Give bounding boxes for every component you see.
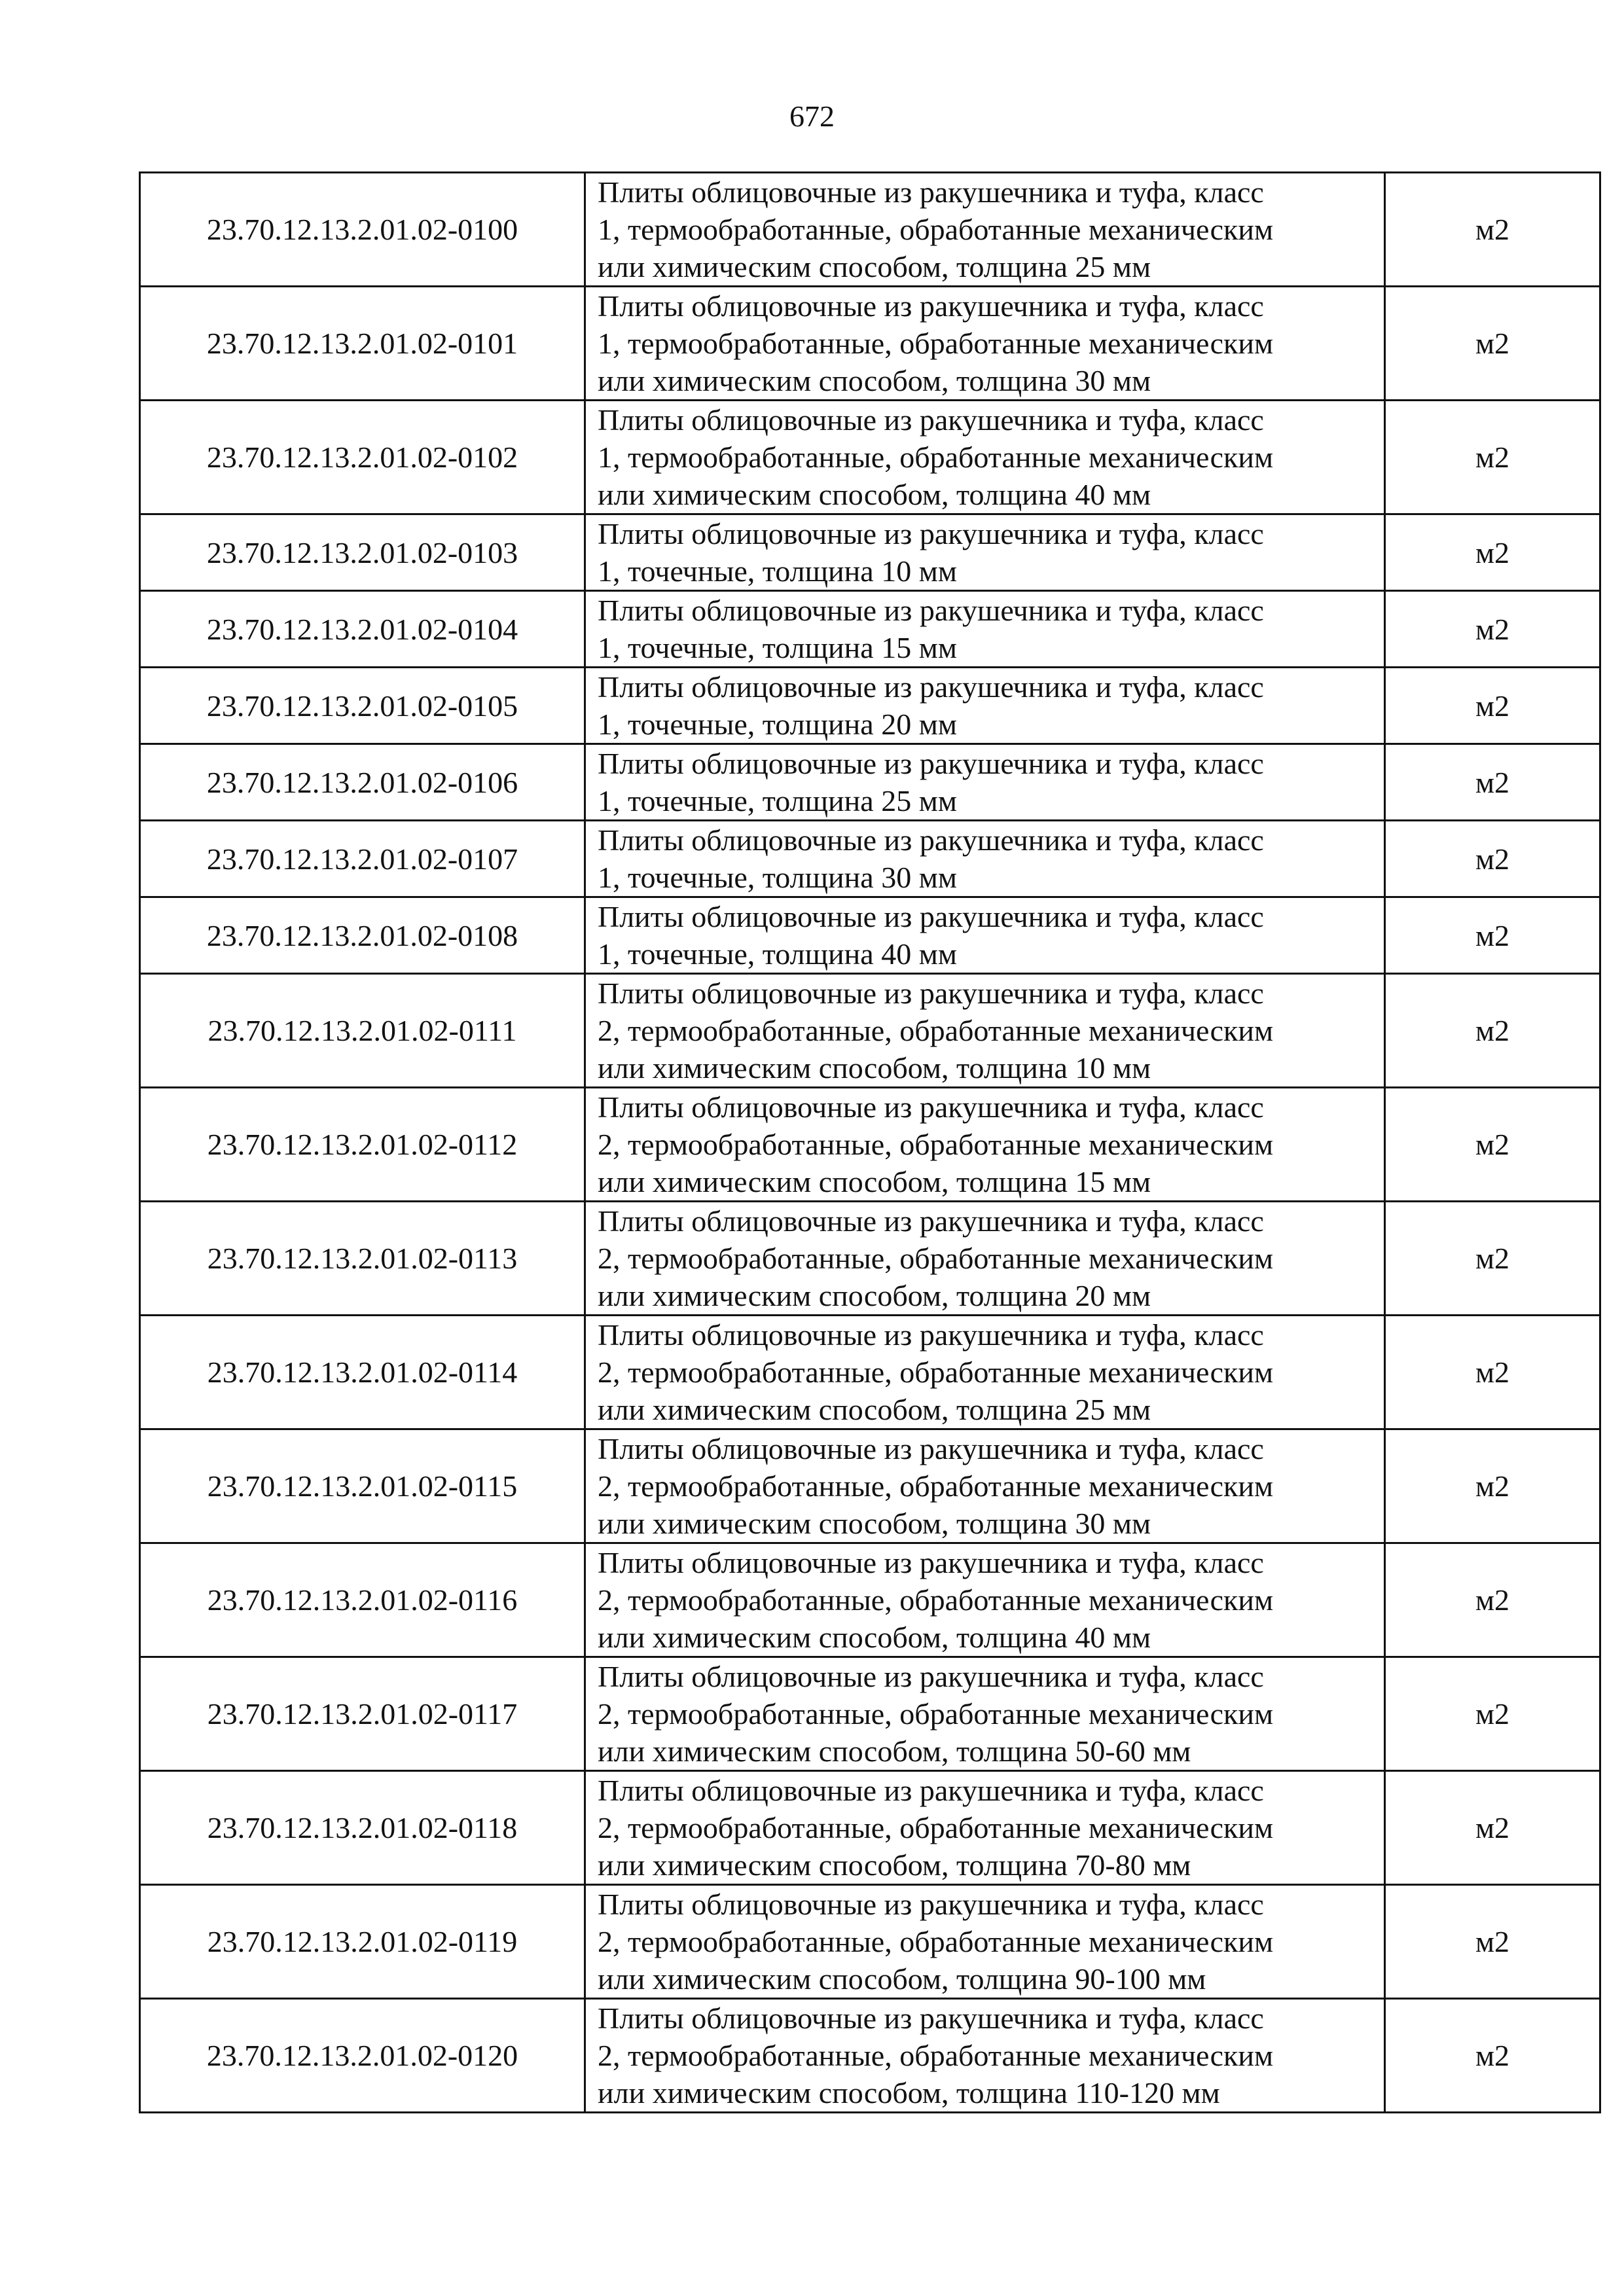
description-line: Плиты облицовочные из ракушечника и туфа, класс	[598, 1204, 1264, 1238]
table-row	[140, 974, 1600, 1088]
description-line: Плиты облицовочные из ракушечника и туфа, класс	[598, 594, 1264, 627]
item-description-cell	[585, 1316, 1385, 1429]
item-code-cell: 23.70.12.13.2.01.02-0104	[140, 591, 585, 668]
item-description-cell	[585, 1202, 1385, 1316]
description-line: или химическим способом, толщина 25 мм	[598, 250, 1151, 283]
description-line: Плиты облицовочные из ракушечника и туфа, класс	[598, 1774, 1264, 1807]
unit-cell: м2	[1385, 744, 1600, 821]
item-description-cell	[585, 1657, 1385, 1771]
description-line: или химическим способом, толщина 110-120 мм	[598, 2076, 1220, 2109]
item-code-cell: 23.70.12.13.2.01.02-0101	[140, 287, 585, 401]
description-line: или химическим способом, толщина 40 мм	[598, 478, 1151, 511]
item-description-cell	[585, 974, 1385, 1088]
item-code-cell: 23.70.12.13.2.01.02-0113	[140, 1202, 585, 1316]
description-line: 1, термообработанные, обработанные механическим	[598, 213, 1274, 246]
unit-cell: м2	[1385, 173, 1600, 287]
item-code-cell: 23.70.12.13.2.01.02-0112	[140, 1088, 585, 1202]
description-line: Плиты облицовочные из ракушечника и туфа, класс	[598, 747, 1264, 780]
item-code-cell: 23.70.12.13.2.01.02-0106	[140, 744, 585, 821]
description-line: 2, термообработанные, обработанные механическим	[598, 1925, 1274, 1958]
description-line: Плиты облицовочные из ракушечника и туфа, класс	[598, 1546, 1264, 1579]
table-row	[140, 897, 1600, 974]
description-line: Плиты облицовочные из ракушечника и туфа, класс	[598, 175, 1264, 209]
description-line: 2, термообработанные, обработанные механическим	[598, 1697, 1274, 1731]
description-line: Плиты облицовочные из ракушечника и туфа, класс	[598, 2001, 1264, 2035]
description-line: Плиты облицовочные из ракушечника и туфа, класс	[598, 977, 1264, 1010]
description-line: или химическим способом, толщина 30 мм	[598, 364, 1151, 397]
unit-cell: м2	[1385, 1999, 1600, 2113]
table-row	[140, 401, 1600, 514]
unit-cell: м2	[1385, 1088, 1600, 1202]
table-row	[140, 1999, 1600, 2113]
description-line: 1, термообработанные, обработанные механическим	[598, 440, 1274, 474]
unit-cell: м2	[1385, 287, 1600, 401]
unit-cell: м2	[1385, 1316, 1600, 1429]
description-line: 2, термообработанные, обработанные механическим	[598, 1469, 1274, 1503]
unit-cell: м2	[1385, 821, 1600, 897]
description-line: 2, термообработанные, обработанные механическим	[598, 1583, 1274, 1617]
item-description-cell	[585, 173, 1385, 287]
description-line: или химическим способом, толщина 40 мм	[598, 1621, 1151, 1654]
unit-cell: м2	[1385, 591, 1600, 668]
item-description-cell	[585, 1429, 1385, 1543]
unit-cell: м2	[1385, 668, 1600, 744]
item-code-cell: 23.70.12.13.2.01.02-0120	[140, 1999, 585, 2113]
item-description-cell	[585, 897, 1385, 974]
description-line: 2, термообработанные, обработанные механическим	[598, 1242, 1274, 1275]
materials-table	[139, 171, 1601, 2113]
item-description-cell	[585, 514, 1385, 591]
item-description-cell	[585, 1088, 1385, 1202]
page-number: 672	[789, 99, 835, 133]
description-line: 2, термообработанные, обработанные механическим	[598, 1811, 1274, 1844]
item-code-cell: 23.70.12.13.2.01.02-0114	[140, 1316, 585, 1429]
table-row	[140, 1316, 1600, 1429]
description-line: Плиты облицовочные из ракушечника и туфа, класс	[598, 289, 1264, 323]
description-line: 2, термообработанные, обработанные механическим	[598, 1355, 1274, 1389]
description-line: 1, точечные, толщина 20 мм	[598, 708, 957, 741]
description-line: Плиты облицовочные из ракушечника и туфа, класс	[598, 1318, 1264, 1352]
item-code-cell: 23.70.12.13.2.01.02-0111	[140, 974, 585, 1088]
item-code-cell: 23.70.12.13.2.01.02-0117	[140, 1657, 585, 1771]
description-line: Плиты облицовочные из ракушечника и туфа, класс	[598, 403, 1264, 437]
description-line: или химическим способом, толщина 20 мм	[598, 1279, 1151, 1312]
table-row	[140, 514, 1600, 591]
description-line: 2, термообработанные, обработанные механическим	[598, 2039, 1274, 2072]
description-line: Плиты облицовочные из ракушечника и туфа, класс	[598, 1090, 1264, 1124]
item-code-cell: 23.70.12.13.2.01.02-0116	[140, 1543, 585, 1657]
description-line: или химическим способом, толщина 30 мм	[598, 1507, 1151, 1540]
description-line: 1, точечные, толщина 30 мм	[598, 861, 957, 894]
unit-cell: м2	[1385, 974, 1600, 1088]
item-description-cell	[585, 401, 1385, 514]
item-description-cell	[585, 1885, 1385, 1999]
description-line: 1, точечные, толщина 15 мм	[598, 631, 957, 664]
description-line: 1, термообработанные, обработанные механическим	[598, 327, 1274, 360]
unit-cell: м2	[1385, 514, 1600, 591]
description-line: или химическим способом, толщина 10 мм	[598, 1051, 1151, 1085]
table-row	[140, 1088, 1600, 1202]
item-code-cell: 23.70.12.13.2.01.02-0108	[140, 897, 585, 974]
description-line: Плиты облицовочные из ракушечника и туфа, класс	[598, 900, 1264, 933]
item-code-cell: 23.70.12.13.2.01.02-0102	[140, 401, 585, 514]
item-code-cell: 23.70.12.13.2.01.02-0115	[140, 1429, 585, 1543]
description-line: 1, точечные, толщина 25 мм	[598, 784, 957, 817]
description-line: Плиты облицовочные из ракушечника и туфа, класс	[598, 1660, 1264, 1693]
unit-cell: м2	[1385, 1771, 1600, 1885]
item-code-cell: 23.70.12.13.2.01.02-0118	[140, 1771, 585, 1885]
item-code-cell: 23.70.12.13.2.01.02-0100	[140, 173, 585, 287]
table-row	[140, 1543, 1600, 1657]
description-line: Плиты облицовочные из ракушечника и туфа, класс	[598, 1888, 1264, 1921]
item-description-cell	[585, 1543, 1385, 1657]
table-row	[140, 821, 1600, 897]
description-line: или химическим способом, толщина 25 мм	[598, 1393, 1151, 1426]
description-line: 2, термообработанные, обработанные механическим	[598, 1128, 1274, 1161]
description-line: или химическим способом, толщина 50-60 мм	[598, 1734, 1191, 1768]
item-description-cell	[585, 591, 1385, 668]
unit-cell: м2	[1385, 1202, 1600, 1316]
table-row	[140, 591, 1600, 668]
item-description-cell	[585, 1771, 1385, 1885]
table-row	[140, 1657, 1600, 1771]
item-description-cell	[585, 668, 1385, 744]
description-line: 1, точечные, толщина 10 мм	[598, 554, 957, 588]
description-line: 1, точечные, толщина 40 мм	[598, 937, 957, 971]
item-code-cell: 23.70.12.13.2.01.02-0103	[140, 514, 585, 591]
description-line: или химическим способом, толщина 90-100 мм	[598, 1962, 1206, 1996]
table-row	[140, 1202, 1600, 1316]
description-line: или химическим способом, толщина 70-80 мм	[598, 1848, 1191, 1882]
unit-cell: м2	[1385, 1429, 1600, 1543]
table-body	[140, 173, 1600, 2113]
description-line: или химическим способом, толщина 15 мм	[598, 1165, 1151, 1198]
item-description-cell	[585, 821, 1385, 897]
item-description-cell	[585, 744, 1385, 821]
table-row	[140, 287, 1600, 401]
table-row	[140, 1771, 1600, 1885]
unit-cell: м2	[1385, 1885, 1600, 1999]
description-line: Плиты облицовочные из ракушечника и туфа, класс	[598, 823, 1264, 857]
item-description-cell	[585, 287, 1385, 401]
unit-cell: м2	[1385, 1657, 1600, 1771]
item-code-cell: 23.70.12.13.2.01.02-0107	[140, 821, 585, 897]
table-row	[140, 744, 1600, 821]
item-description-cell	[585, 1999, 1385, 2113]
unit-cell: м2	[1385, 897, 1600, 974]
table-row	[140, 173, 1600, 287]
unit-cell: м2	[1385, 1543, 1600, 1657]
table-row	[140, 1429, 1600, 1543]
description-line: Плиты облицовочные из ракушечника и туфа, класс	[598, 517, 1264, 550]
item-code-cell: 23.70.12.13.2.01.02-0119	[140, 1885, 585, 1999]
unit-cell: м2	[1385, 401, 1600, 514]
description-line: 2, термообработанные, обработанные механическим	[598, 1014, 1274, 1047]
table-row	[140, 1885, 1600, 1999]
description-line: Плиты облицовочные из ракушечника и туфа, класс	[598, 1432, 1264, 1465]
table-row	[140, 668, 1600, 744]
item-code-cell: 23.70.12.13.2.01.02-0105	[140, 668, 585, 744]
description-line: Плиты облицовочные из ракушечника и туфа, класс	[598, 670, 1264, 704]
